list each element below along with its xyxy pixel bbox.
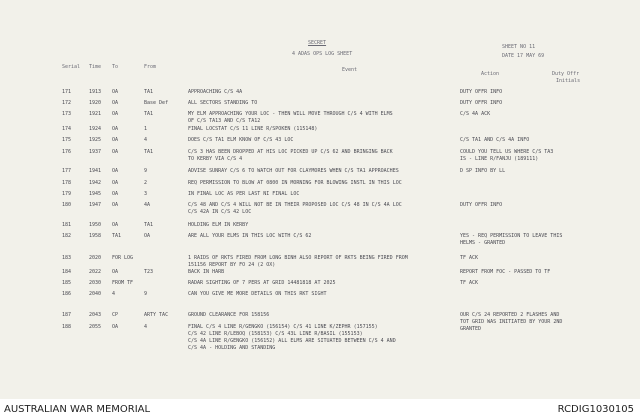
row-time: 2055 [89, 324, 102, 330]
row-from: Base Def [144, 100, 169, 106]
sheet-number: SHEET NO 11 [502, 44, 536, 50]
row-action-line: TF ACK [460, 280, 479, 286]
row-action-line: D SP INFO BY LL [460, 168, 506, 174]
row-from: ARTY TAC [144, 312, 169, 318]
row-serial: 184 [62, 269, 72, 275]
row-event-line: ALL SECTORS STANDING TO [188, 100, 258, 106]
row-to: 4 [112, 291, 116, 297]
row-serial: 171 [62, 89, 72, 95]
row-serial: 181 [62, 222, 72, 228]
row-event-line: C/S 42 LINE R/LEBOQ (158153) C/S 43L LINE R/BASIL (155153) [188, 331, 363, 337]
row-time: 1921 [89, 111, 102, 117]
row-from: TA1 [144, 222, 154, 228]
row-action-line: C/S TA1 AND C/S 4A INFO [460, 137, 530, 143]
row-time: 2040 [89, 291, 102, 297]
row-event-line: C/S 4A LINE R/GENGKO (156152) ALL ELMS ARE SITUATED BETWEEN C/S 4 AND [188, 338, 396, 344]
row-action-line: IS - LINE R/FANJU (189111) [460, 156, 539, 162]
row-serial: 179 [62, 191, 72, 197]
row-time: 1947 [89, 202, 102, 208]
row-serial: 174 [62, 126, 72, 132]
row-action-line: DUTY OFFR INFO [460, 100, 503, 106]
row-to: TA1 [112, 233, 122, 239]
row-serial: 182 [62, 233, 72, 239]
row-action-line: TF ACK [460, 255, 479, 261]
row-to: OA [112, 168, 119, 174]
row-from: 4A [144, 202, 151, 208]
row-to: OA [112, 100, 119, 106]
sheet-date: DATE 17 MAY 69 [502, 53, 545, 59]
row-to: OA [112, 89, 119, 95]
row-action-line: OUR C/S 24 REPORTED 2 FLASHES AND [460, 312, 560, 318]
row-from: 9 [144, 291, 148, 297]
col-serial: Serial [62, 64, 81, 70]
row-time: 1942 [89, 180, 102, 186]
row-from: TA1 [144, 149, 154, 155]
row-action-line: YES - REQ PERMISSION TO LEAVE THIS [460, 233, 563, 239]
row-event-line: C/S 48 AND C/S 4 WILL NOT BE IN THEIR PROPOSED LOC C/S 48 IN C/S 4A LOC [188, 202, 402, 208]
row-to: FROM TF [112, 280, 134, 286]
row-event-line: ADVISE SUNRAY C/S 6 TO WATCH OUT FOR CLAYMORES WHEN C/S TA1 APPROACHES [188, 168, 399, 174]
row-action-line: DUTY OFFR INFO [460, 89, 503, 95]
row-time: 1941 [89, 168, 102, 174]
row-event-line: APPROACHING C/S 4A [188, 89, 243, 95]
col-to: To [112, 64, 119, 70]
row-event-line: ARE ALL YOUR ELMS IN THIS LOC WITH C/S 62 [188, 233, 312, 239]
row-serial: 180 [62, 202, 72, 208]
row-time: 2030 [89, 280, 102, 286]
footer-reference: RCDIG1030105 [557, 404, 634, 415]
row-to: OA [112, 149, 119, 155]
row-event-line: OF C/S TA13 AND C/S TA12 [188, 118, 261, 124]
row-serial: 187 [62, 312, 72, 318]
row-from: 3 [144, 191, 148, 197]
row-event-line: C/S 3 HAS BEEN DROPPED AT HIS LOC PICKED UP C/S 62 AND BRINGING BACK [188, 149, 393, 155]
row-event-line: FINAL LOCSTAT C/S 11 LINE R/SPOKEN (115148) [188, 126, 318, 132]
row-event-line: DOES C/S TA1 ELM KNOW OF C/S 43 LOC [188, 137, 294, 143]
row-from: TA1 [144, 89, 154, 95]
document-subtitle: 4 ADAS OPS LOG SHEET [292, 51, 353, 57]
col-duty-offr: Duty Offr [552, 71, 580, 77]
row-from: OA [144, 233, 151, 239]
row-action-line: DUTY OFFR INFO [460, 202, 503, 208]
col-time: Time [89, 64, 102, 70]
row-from: 1 [144, 126, 148, 132]
row-from: 9 [144, 168, 148, 174]
row-event-line: CAN YOU GIVE ME MORE DETAILS ON THIS RKT SIGHT [188, 291, 327, 297]
footer-credit: AUSTRALIAN WAR MEMORIAL [4, 404, 151, 415]
row-to: CP [112, 312, 119, 318]
row-serial: 186 [62, 291, 72, 297]
row-action-line: REPORT FROM FOC - PASSED TO TF [460, 269, 551, 275]
row-event-line: MY ELM APPROACHING YOUR LOC - THEN WILL MOVE THROUGH C/S 4 WITH ELMS [188, 111, 393, 117]
row-event-line: 1 RAIDS OF RKTS FIRED FROM LONG BINH ALSO REPORT OF RKTS BEING FIRED FROM [188, 255, 408, 261]
row-event-line: BACK IN HARB [188, 269, 225, 275]
row-serial: 188 [62, 324, 72, 330]
row-event-line: C/S 4A - HOLDING AND STANDING [188, 345, 276, 351]
document-title: SECRET [308, 40, 327, 46]
row-action-line: TOT GRID WAS INITIATED BY YOUR 2ND [460, 319, 563, 325]
row-from: 4 [144, 137, 148, 143]
row-action-line: COULD YOU TELL US WHERE C/S TA3 [460, 149, 554, 155]
row-to: OA [112, 222, 119, 228]
row-time: 2022 [89, 269, 102, 275]
row-time: 1958 [89, 233, 102, 239]
row-serial: 176 [62, 149, 72, 155]
row-serial: 177 [62, 168, 72, 174]
row-time: 1945 [89, 191, 102, 197]
row-time: 1920 [89, 100, 102, 106]
row-to: OA [112, 269, 119, 275]
row-from: 2 [144, 180, 148, 186]
row-event-line: GROUND CLEARANCE FOR 158156 [188, 312, 270, 318]
row-serial: 175 [62, 137, 72, 143]
row-to: OA [112, 202, 119, 208]
row-to: FOR LOG [112, 255, 134, 261]
row-serial: 185 [62, 280, 72, 286]
row-event-line: C/S 42A IN C/S 42 LOC [188, 209, 252, 215]
row-time: 1925 [89, 137, 102, 143]
row-event-line: HOLDING ELM IN KERBY [188, 222, 249, 228]
row-time: 1950 [89, 222, 102, 228]
row-from: T23 [144, 269, 154, 275]
row-time: 1913 [89, 89, 102, 95]
col-action: Action [481, 71, 500, 77]
row-time: 1937 [89, 149, 102, 155]
row-to: OA [112, 126, 119, 132]
col-from: From [144, 64, 157, 70]
row-action-line: HELMS - GRANTED [460, 240, 506, 246]
row-event-line: REQ PERMISSION TO BLOW AT 0800 IN MORNING FOR BLOWING INSTL IN THIS LOC [188, 180, 402, 186]
row-serial: 172 [62, 100, 72, 106]
row-serial: 183 [62, 255, 72, 261]
row-action-line: GRANTED [460, 326, 482, 332]
row-to: OA [112, 324, 119, 330]
row-serial: 178 [62, 180, 72, 186]
row-time: 2043 [89, 312, 102, 318]
row-time: 2020 [89, 255, 102, 261]
row-action-line: C/S 4A ACK [460, 111, 491, 117]
row-from: 4 [144, 324, 148, 330]
row-event-line: 151156 REPORT BY FO 24 (2 OX) [188, 262, 276, 268]
row-event-line: IN FINAL LOC AS PER LAST NI FINAL LOC [188, 191, 300, 197]
row-event-line: FINAL C/S 4 LINE R/GENGKO (156154) C/S 41 LINE K/ZEPHR (157155) [188, 324, 378, 330]
col-event: Event [342, 67, 358, 73]
row-to: OA [112, 137, 119, 143]
row-time: 1924 [89, 126, 102, 132]
row-to: OA [112, 191, 119, 197]
row-event-line: RADAR SIGHTING OF 7 PERS AT GRID 14481818 AT 2025 [188, 280, 336, 286]
col-initials: Initials [556, 78, 581, 84]
row-to: OA [112, 180, 119, 186]
row-serial: 173 [62, 111, 72, 117]
row-event-line: TO KERBY VIA C/S 4 [188, 156, 243, 162]
row-from: TA1 [144, 111, 154, 117]
row-to: OA [112, 111, 119, 117]
